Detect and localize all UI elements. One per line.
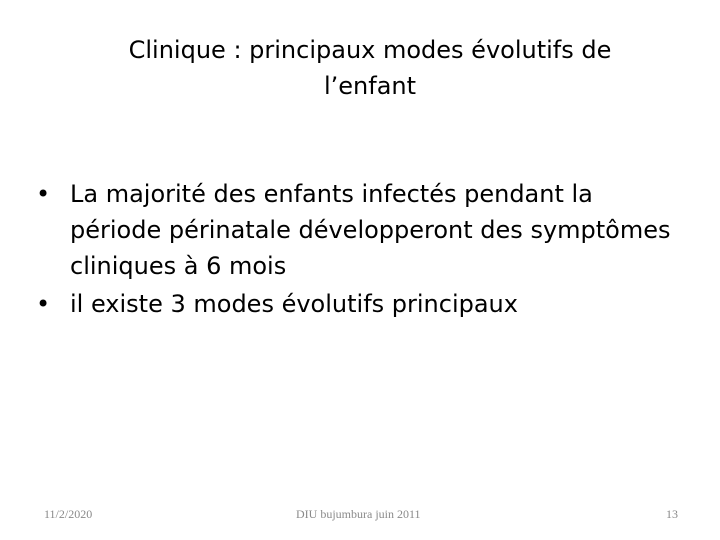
title-line-2: l’enfant [323,72,417,100]
slide-number: 13 [666,507,678,521]
bullet-list [36,176,676,324]
bullet-item [36,176,676,284]
footer-text: DIU bujumbura juin 2011 [296,507,421,521]
footer-date: 11/2/2020 [44,507,93,521]
slide-title [60,32,680,104]
bullet-text: La majorité des enfants infectés pendant la période périnatale développeront des symptômes cliniques à 6 mois [70,180,671,280]
bullet-item [36,286,676,322]
bullet-marker: • [36,180,51,208]
title-line-1: Clinique : principaux modes évolutifs de [128,36,612,64]
bullet-marker: • [36,290,51,318]
bullet-text: il existe 3 modes évolutifs principaux [70,290,518,318]
